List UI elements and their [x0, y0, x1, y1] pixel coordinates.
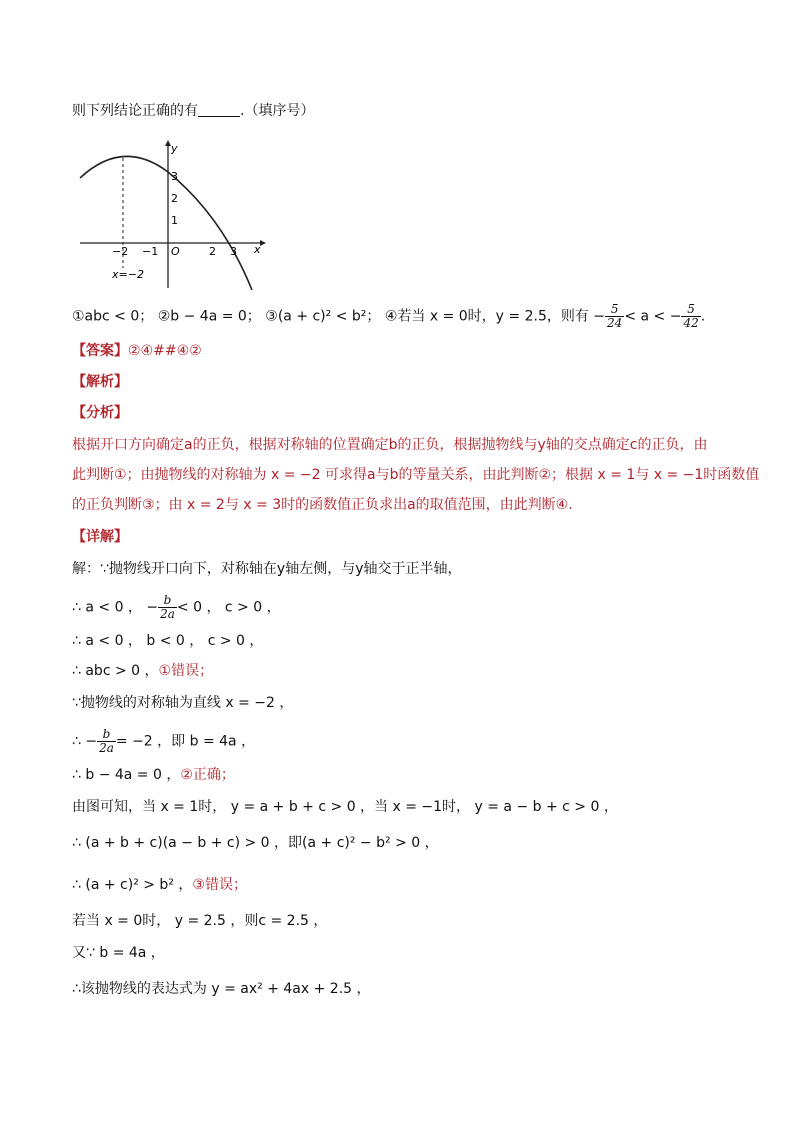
option-4-mid: < a < − [624, 308, 682, 325]
analysis-heading [72, 373, 128, 391]
detail-line-3: ∴ a < 0 ， b < 0 ， c > 0 ， [72, 633, 264, 649]
judgement-3: ③错误； [192, 877, 247, 893]
fraction-5-24: $\frac{5}{24}$ [607, 302, 623, 330]
fenxi-line-2: 此判断①；由抛物线的对称轴为 x = −2 可求得a与b的等量关系，由此判断②；根据 x = 1与 x = −1时函数值 [72, 467, 760, 483]
answer-value: ②④##④② [128, 343, 202, 359]
option-4-text: ④若当 x = 0时，y = 2.5，则有 − [384, 308, 606, 325]
answer-line [72, 342, 202, 360]
fenxi-line-1: 根据开口方向确定a的正负，根据对称轴的位置确定b的正负，根据抛物线与y轴的交点确定c的正负，由 [72, 437, 708, 453]
answer-tag: 【答案】 [72, 343, 128, 359]
detail-line-4: ∴ abc > 0 ，①错误； [72, 663, 214, 679]
detail-line-5: ∵抛物线的对称轴为直线 x = −2 ， [72, 695, 294, 711]
detail-line-7: ∴ b − 4a = 0 ，②正确； [72, 767, 235, 783]
options-line [72, 303, 705, 330]
x-axis-label: x [254, 243, 261, 256]
question-intro-text: 则下列结论正确的有 [72, 103, 198, 119]
fenxi-heading [72, 404, 128, 422]
judgement-1: ①错误； [158, 663, 214, 679]
parabola-curve [80, 156, 252, 290]
detail-line-13: ∴该抛物线的表达式为 y = ax² + 4ax + 2.5 ， [72, 981, 371, 997]
question-intro-tail: .（填序号） [240, 103, 315, 119]
parabola-graph [72, 140, 272, 290]
detail-line-10: ∴ (a + c)² > b² ，③错误； [72, 877, 247, 893]
detail-line-9: ∴ (a + b + c)(a − b + c) > 0 ，即(a + c)² − b² > 0 ， [72, 835, 439, 851]
judgement-2: ②正确； [180, 767, 235, 783]
fraction-b-2a: $\frac{b}{2a}$ [99, 727, 114, 755]
option-4-end: . [700, 308, 706, 325]
option-3: ③(a + c)² < b²； [265, 308, 381, 325]
detail-line-8: 由图可知，当 x = 1时， y = a + b + c > 0 ，当 x = −1时， y = a − b + c > 0 ， [72, 799, 618, 815]
option-2: ②b − 4a = 0； [157, 308, 261, 325]
answer-blank [198, 104, 240, 117]
x-tick-label: 3 [230, 245, 237, 258]
y-tick-label: 1 [171, 214, 178, 227]
y-tick-label: 3 [171, 170, 178, 183]
origin-label: O [171, 245, 180, 258]
fraction-5-42: $\frac{5}{42}$ [683, 302, 699, 330]
x-tick-label: −1 [142, 245, 159, 258]
option-1: ①abc < 0； [72, 308, 154, 325]
detail-line-2: ∴ a < 0 ， − $\frac{b}{2a}$ < 0 ， c > 0 ， [72, 593, 281, 621]
detail-tag: 【详解】 [72, 529, 128, 545]
analysis-tag: 【解析】 [72, 374, 128, 390]
y-tick-label: 2 [171, 192, 178, 205]
x-axis-arrow [260, 240, 266, 246]
detail-heading [72, 528, 128, 546]
symmetry-axis-label: x=−2 [112, 268, 144, 281]
x-tick-label: −2 [112, 245, 129, 258]
x-tick-label: 2 [209, 245, 216, 258]
question-intro [72, 102, 314, 120]
detail-line-1: 解：∵抛物线开口向下，对称轴在y轴左侧，与y轴交于正半轴， [72, 561, 462, 577]
detail-line-11: 若当 x = 0时， y = 2.5 ，则c = 2.5 ， [72, 913, 328, 929]
fenxi-tag: 【分析】 [72, 405, 128, 421]
y-axis-label: y [171, 142, 178, 155]
fraction-b-2a: $\frac{b}{2a}$ [160, 593, 175, 621]
detail-line-6: ∴ − $\frac{b}{2a}$ = −2 ，即 b = 4a ， [72, 727, 256, 755]
fenxi-line-3: 的正负判断③；由 x = 2与 x = 3时的函数值正负求出a的取值范围，由此判断④. [72, 497, 573, 513]
detail-line-12: 又∵ b = 4a ， [72, 945, 165, 961]
